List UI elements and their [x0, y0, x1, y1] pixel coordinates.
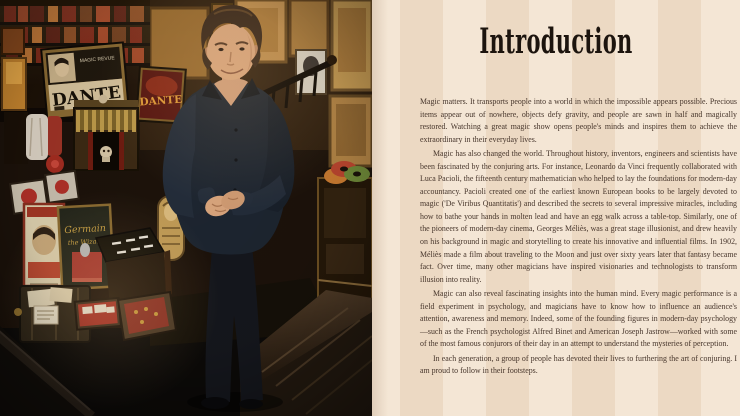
page-title: Introduction	[479, 21, 633, 62]
introduction-page	[372, 0, 740, 416]
intro-paragraph: In each generation, a group of people has devoted their lives to furthering the art of conjuring. I am proud to follow in their footsteps.	[420, 353, 737, 376]
body-text	[420, 96, 737, 378]
intro-paragraph: Magic can also reveal fascinating insights into the human mind. Every magic performance is a field experiment in psychology, and magicians have to know how to influence an audience's attention, awareness and memory. Indeed, some of the founding figures in modern-day psychology—such as the French psychologist Alfred Binet and American Joseph Jastrow—worked with some of the most famous conjurors of their day in an attempt to understand the mysteries of perception.	[420, 289, 737, 349]
intro-paragraph: Magic has also changed the world. Throughout history, inventors, engineers and scientists have been fascinated by the conjuring arts. For instance, Leonardo da Vinci frequently collaborated with Luca Pacioli, the fifteenth century mathematician who helped to lay the foundations for modern-day accountancy. Pacioli created one of the earliest known European books to be largely devoted to magic ('De Viribus Quantitatis') and described the secrets to several impressive miracles, including how to bathe your hands in molten lead and have an egg walk across a table-top. Similarly, one of the pioneers of modern-day cinema, Georges Méliès, was a great stage illusionist, and drew heavily on his background in magic and storytelling to create his innovative and influential films. In 1902, Méliès made a film about traveling to the Moon and just over sixty years later that fantasy became fact. Over time, many other magicians have inspired visionaries and technologists to transform illusion into reality.	[420, 149, 737, 284]
intro-paragraph: Magic matters. It transports people into a world in which the impossible appears possible. Precious items appear out of nowhere, objects defy gravity, and people are sawn in half and magically restored. Watching a great magic show opens people's minds and inspires them to achieve the extraordinary in their everyday lives.	[420, 97, 737, 144]
